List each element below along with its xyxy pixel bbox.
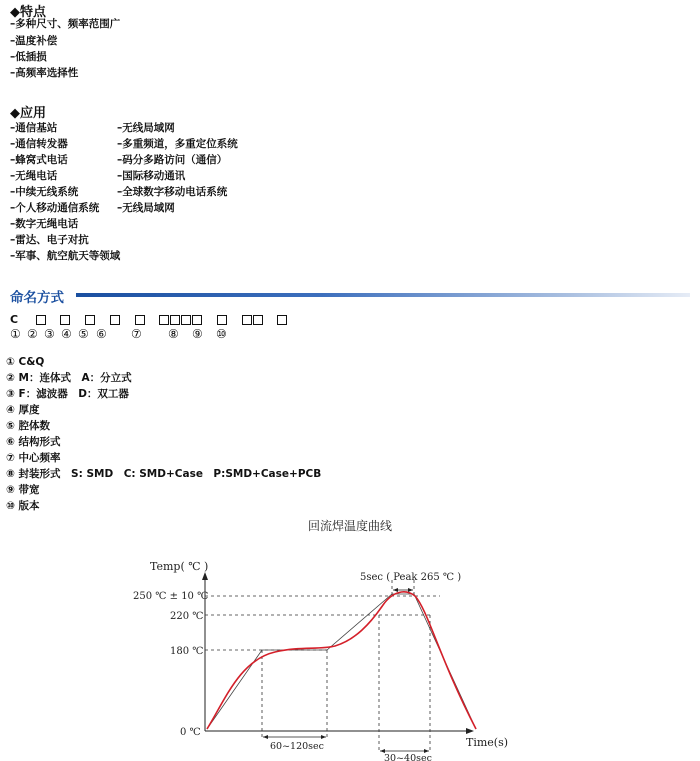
code-index: ⑧	[168, 327, 179, 341]
application-item: –数字无绳电话	[10, 218, 79, 230]
nominal-profile-line	[207, 594, 476, 729]
naming-description: ② M：连体式 A：分立式	[6, 372, 132, 384]
code-index: ④	[61, 327, 72, 341]
y-tick-label: 0 ℃	[180, 727, 201, 738]
naming-description: ⑧ 封装形式 S: SMD C: SMD+Case P:SMD+Case+PCB	[6, 468, 322, 480]
code-index: ⑥	[96, 327, 107, 341]
code-index: ③	[44, 327, 55, 341]
application-item: –无线局域网	[117, 202, 175, 214]
naming-description: ① C&Q	[6, 356, 45, 368]
naming-description: ③ F：滤波器 D：双工器	[6, 388, 129, 400]
application-item: –全球数字移动电话系统	[117, 186, 228, 198]
reflow-profile-curve	[207, 592, 476, 729]
feature-item: –高频率选择性	[10, 67, 79, 79]
feature-item: –温度补偿	[10, 35, 58, 47]
y-axis-arrow	[202, 572, 208, 580]
application-item: –无线局域网	[117, 122, 175, 134]
reflow-label: 30~40sec	[384, 753, 432, 761]
application-item: –多重频道，多重定位系统	[117, 138, 238, 150]
code-index: ②	[27, 327, 38, 341]
code-index: ⑨	[192, 327, 203, 341]
naming-description: ⑩ 版本	[6, 500, 40, 512]
feature-item: –低插损	[10, 51, 47, 63]
applications-heading: ◆应用	[10, 106, 46, 121]
y-tick-label: 180 ℃	[170, 646, 204, 657]
application-item: –蜂窝式电话	[10, 154, 68, 166]
application-item: –中续无线系统	[10, 186, 79, 198]
naming-description: ④ 厚度	[6, 404, 40, 416]
application-item: –个人移动通信系统	[10, 202, 100, 214]
code-prefix: C	[10, 313, 19, 326]
code-index: ⑤	[78, 327, 89, 341]
arrowhead	[321, 735, 326, 739]
application-item: –通信基站	[10, 122, 58, 134]
features-heading: ◆特点	[10, 5, 46, 20]
y-axis-label: Temp( ℃ )	[150, 560, 209, 573]
x-axis-label: Time(s)	[466, 736, 509, 749]
naming-description: ⑦ 中心频率	[6, 452, 61, 464]
code-index: ⑦	[131, 327, 142, 341]
naming-description: ⑨ 带宽	[6, 484, 40, 496]
application-item: –码分多路访问（通信）	[117, 154, 228, 166]
feature-item: –多种尺寸、频率范围广	[10, 18, 121, 30]
y-tick-label: 250 ℃ ± 10 ℃	[133, 591, 209, 602]
arrowhead	[263, 735, 268, 739]
chart-title: 回流焊温度曲线	[307, 519, 392, 533]
naming-title: 命名方式	[10, 290, 64, 306]
application-item: –雷达、电子对抗	[10, 234, 89, 246]
preheat-label: 60~120sec	[270, 741, 324, 752]
y-tick-label: 220 ℃	[170, 611, 204, 622]
application-item: –通信转发器	[10, 138, 68, 150]
naming-description: ⑥ 结构形式	[6, 436, 61, 448]
code-index: ⑩	[216, 327, 227, 341]
application-item: –无绳电话	[10, 170, 58, 182]
arrowhead	[408, 588, 413, 592]
application-item: –军事、航空航天等领域	[10, 250, 121, 262]
arrowhead	[393, 588, 398, 592]
application-item: –国际移动通讯	[117, 170, 186, 182]
code-index: ①	[10, 327, 21, 341]
naming-description: ⑤ 腔体数	[6, 420, 51, 432]
x-axis-arrow	[466, 728, 474, 734]
peak-label: 5sec ( Peak 265 ℃ )	[360, 572, 462, 583]
